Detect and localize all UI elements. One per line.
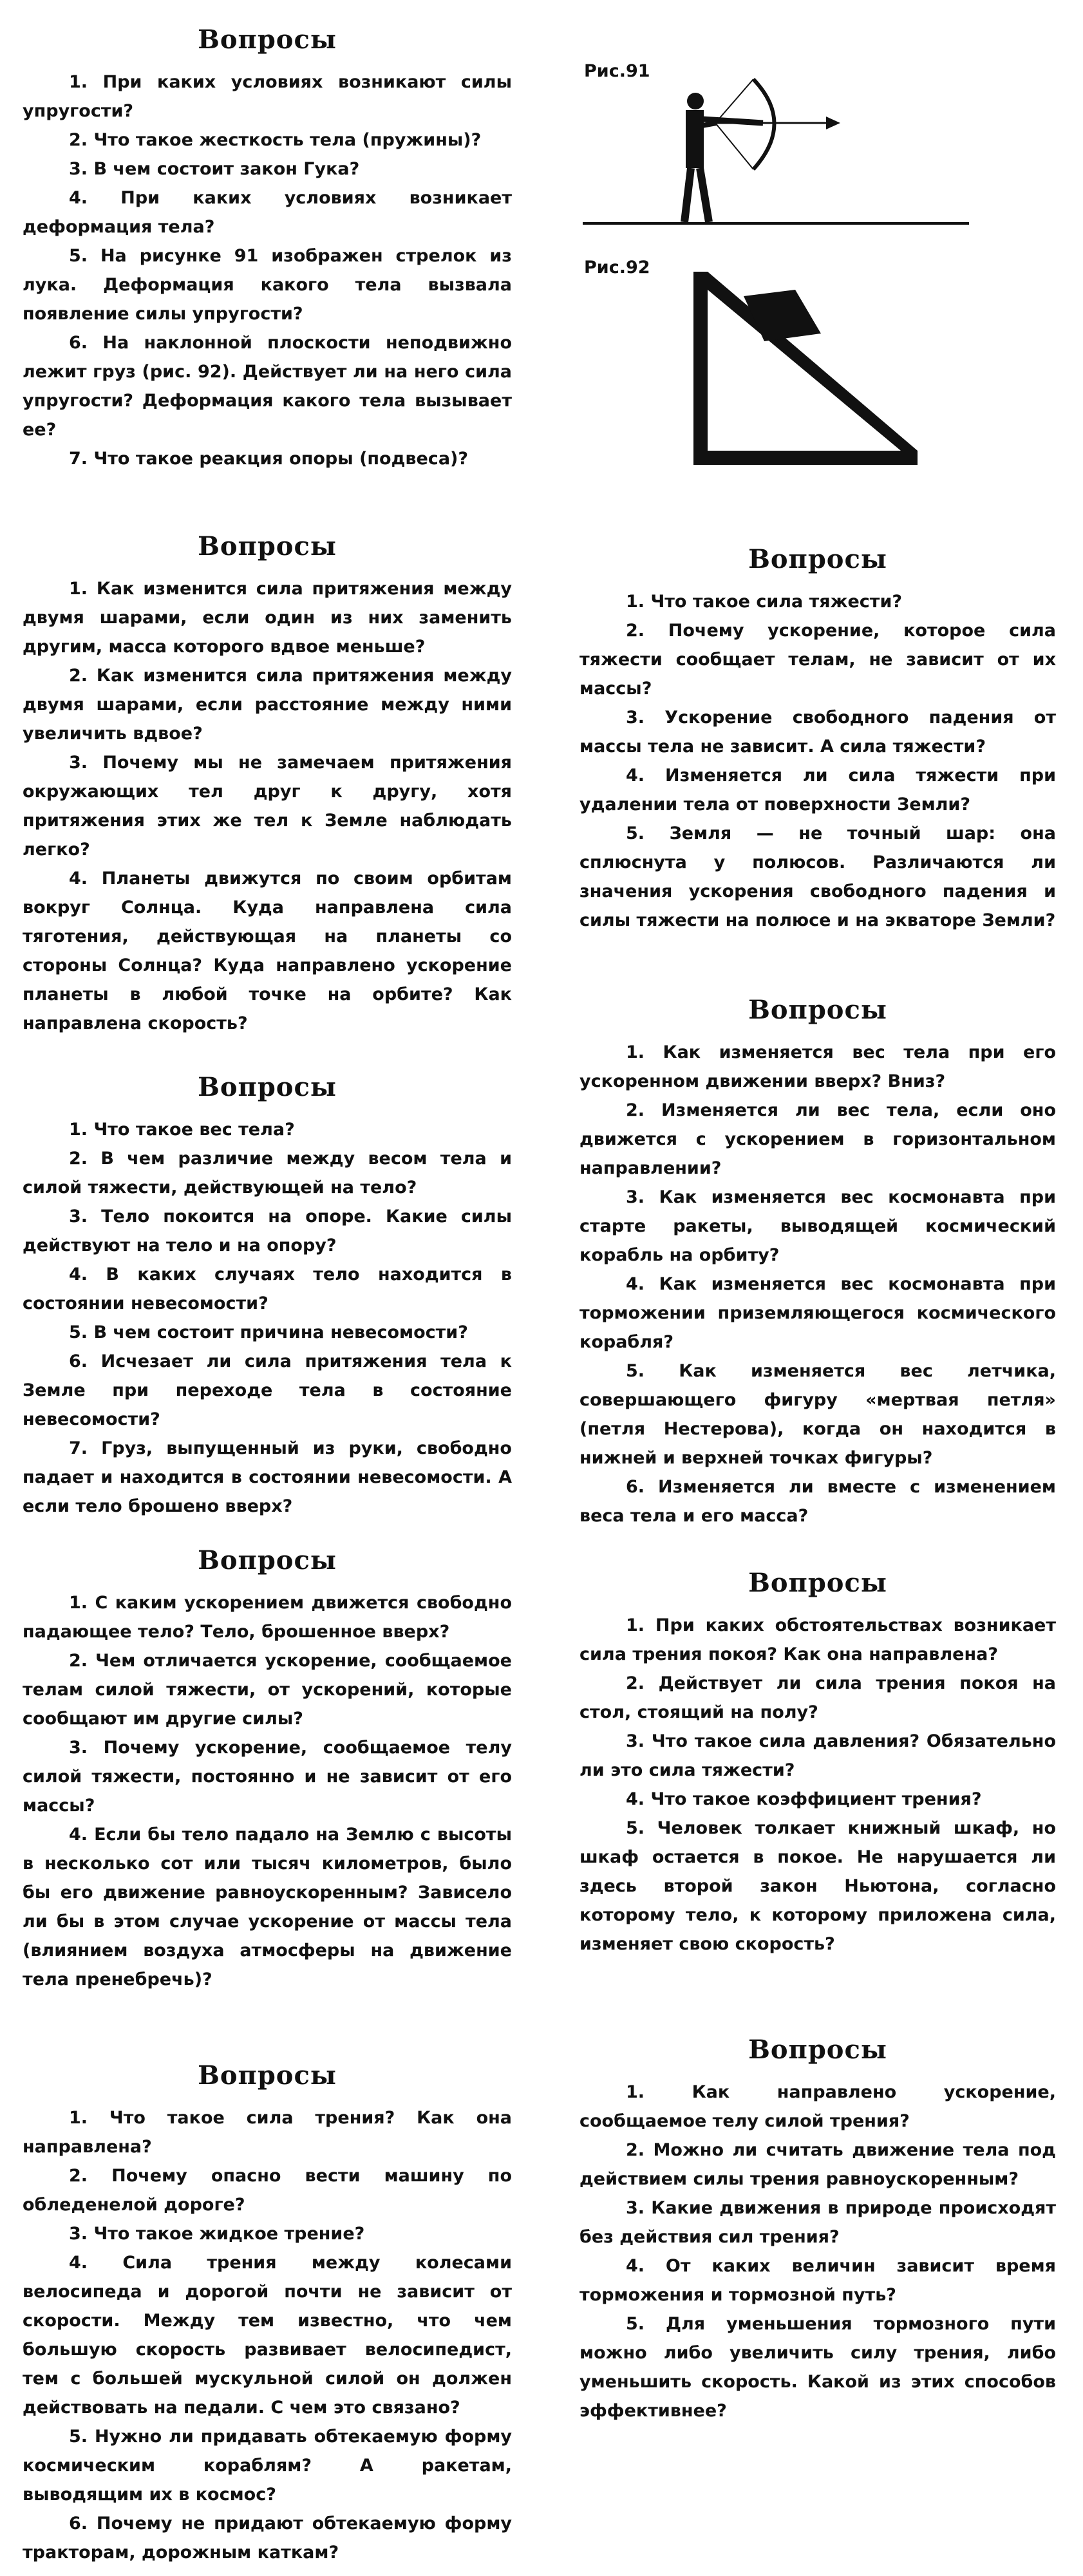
question-item: 6. Исчезает ли сила притяжения тела к Земле при переходе тела в состояние невесомости?	[23, 1351, 512, 1429]
question-item: 7. Груз, выпущенный из руки, свободно падает и находится в состоянии невесомости. А если тело брошено вверх?	[23, 1438, 512, 1516]
questions-block-static-friction	[579, 1568, 1056, 1959]
question-item: 6. На наклонной плоскости неподвижно лежит груз (рис. 92). Действует ли на него сила упругости? Деформация какого тела вызывает ее?	[23, 333, 512, 440]
questions-block-friction-acceleration	[579, 2035, 1056, 2425]
question-item: 1. При каких обстоятельствах возникает сила трения покоя? Как она направлена?	[579, 1615, 1056, 1664]
question-item: 1. Как направлено ускорение, сообщаемое телу силой трения?	[579, 2082, 1056, 2131]
block-heading: Вопросы	[198, 24, 337, 55]
question-item: 1. Как изменится сила притяжения между двумя шарами, если один из них заменить другим, масса которого вдвое меньше?	[23, 579, 512, 657]
question-item: 4. Что такое коэффициент трения?	[626, 1789, 982, 1809]
question-item: 4. От каких величин зависит время торможения и тормозной путь?	[579, 2256, 1056, 2305]
question-item: 1. С каким ускорением движется свободно падающее тело? Тело, брошенное вверх?	[23, 1593, 512, 1642]
question-item: 6. Почему не придают обтекаемую форму тракторам, дорожным каткам?	[23, 2514, 512, 2562]
question-item: 3. Ускорение свободного падения от массы тела не зависит. А сила тяжести?	[579, 708, 1056, 757]
question-item: 5. На рисунке 91 изображен стрелок из лука. Деформация какого тела вызвала появление силы упругости?	[23, 246, 512, 324]
questions-block-friction	[23, 2060, 512, 2567]
question-item: 2. Почему опасно вести машину по обледенелой дороге?	[23, 2166, 512, 2215]
question-item: 2. Как изменится сила притяжения между двумя шарами, если расстояние между ними увеличить вдвое?	[23, 666, 512, 744]
question-item: 4. Если бы тело падало на Землю с высоты в несколько сот или тысяч километров, было бы его движение равноускоренным? Зависело ли бы в этом случае ускорение от массы тела (влиянием воздуха атмосферы на движение тела пренебречь)?	[23, 1825, 512, 1989]
question-item: 3. Почему мы не замечаем притяжения окружающих тел друг к другу, хотя притяжения этих же тел к Земле наблюдать легко?	[23, 753, 512, 860]
question-item: 1. Что такое сила трения? Как она направлена?	[23, 2108, 512, 2157]
question-item: 4. При каких условиях возникает деформация тела?	[23, 188, 512, 237]
block-heading: Вопросы	[198, 1072, 337, 1102]
question-item: 3. Что такое сила давления? Обязательно ли это сила тяжести?	[579, 1731, 1056, 1780]
question-item: 5. Для уменьшения тормозного пути можно либо увеличить силу трения, либо уменьшить скорость. Какой из этих способов эффективнее?	[579, 2314, 1056, 2421]
question-item: 2. В чем различие между весом тела и силой тяжести, действующей на тело?	[23, 1149, 512, 1198]
question-item: 5. Земля — не точный шар: она сплюснута у полюсов. Различаются ли значения ускорения свободного падения и силы тяжести на полюсе и на экваторе Земли?	[579, 823, 1056, 930]
figure-92	[583, 258, 1001, 476]
question-item: 4. Как изменяется вес космонавта при торможении приземляющегося космического корабля?	[579, 1274, 1056, 1352]
question-item: 1. Что такое сила тяжести?	[626, 592, 903, 612]
question-item: 4. Планеты движутся по своим орбитам вокруг Солнца. Куда направлена сила тяготения, действующая на планеты со стороны Солнца? Куда направлено ускорение планеты в любой точке на орбите? Как направлена скорость?	[23, 869, 512, 1033]
question-item: 3. Что такое жидкое трение?	[69, 2224, 365, 2244]
question-item: 2. Что такое жесткость тела (пружины)?	[69, 130, 482, 150]
question-item: 3. Тело покоится на опоре. Какие силы действуют на тело и на опору?	[23, 1207, 512, 1255]
block-heading: Вопросы	[198, 2060, 337, 2091]
question-item: 2. Действует ли сила трения покоя на стол, стоящий на полу?	[579, 1673, 1056, 1722]
question-item: 2. Почему ускорение, которое сила тяжести сообщает телам, не зависит от их массы?	[579, 621, 1056, 699]
inclined-plane-illustration	[583, 258, 1001, 476]
question-item: 5. Нужно ли придавать обтекаемую форму космическим кораблям? А ракетам, выводящим их в космос?	[23, 2427, 512, 2505]
block-heading: Вопросы	[748, 1568, 887, 1598]
question-item: 2. Изменяется ли вес тела, если оно движется с ускорением в горизонтальном направлении?	[579, 1100, 1056, 1178]
question-item: 4. Изменяется ли сила тяжести при удалении тела от поверхности Земли?	[579, 766, 1056, 814]
question-item: 2. Чем отличается ускорение, сообщаемое телам силой тяжести, от ускорений, которые сообщают им другие силы?	[23, 1651, 512, 1729]
questions-block-gravitation	[23, 531, 512, 1038]
question-item: 5. Как изменяется вес летчика, совершающего фигуру «мертвая петля» (петля Нестерова), когда он находится в нижней и верхней точках фигуры?	[579, 1361, 1056, 1468]
question-item: 1. Что такое вес тела?	[69, 1120, 295, 1140]
question-item: 5. Человек толкает книжный шкаф, но шкаф остается в покое. Не нарушается ли здесь второй закон Ньютона, согласно которому тело, к которому приложена сила, изменяет свою скорость?	[579, 1818, 1056, 1954]
questions-block-free-fall	[23, 1545, 512, 1994]
question-item: 7. Что такое реакция опоры (подвеса)?	[69, 449, 469, 469]
question-item: 4. Сила трения между колесами велосипеда и дорогой почти не зависит от скорости. Между тем известно, что чем большую скорость развивает велосипедист, тем с большей мускульной силой он должен действовать на педали. С чем это связано?	[23, 2253, 512, 2418]
archer-illustration	[583, 61, 1001, 235]
question-item: 6. Изменяется ли вместе с изменением веса тела и его масса?	[579, 1477, 1056, 1526]
question-item: 3. Как изменяется вес космонавта при старте ракеты, выводящей космический корабль на орбиту?	[579, 1187, 1056, 1265]
questions-block-elasticity	[23, 24, 512, 473]
block-heading: Вопросы	[748, 2035, 887, 2065]
questions-block-weight-acceleration	[579, 995, 1056, 1530]
question-item: 3. В чем состоит закон Гука?	[69, 159, 360, 179]
question-item: 1. Как изменяется вес тела при его ускоренном движении вверх? Вниз?	[579, 1042, 1056, 1091]
figure-91	[583, 61, 1001, 235]
block-heading: Вопросы	[198, 531, 337, 561]
block-heading: Вопросы	[198, 1545, 337, 1575]
block-heading: Вопросы	[748, 544, 887, 574]
question-item: 2. Можно ли считать движение тела под действием силы трения равноускоренным?	[579, 2140, 1056, 2189]
block-heading: Вопросы	[748, 995, 887, 1025]
figure-92-label: Рис.92	[584, 258, 650, 277]
question-item: 4. В каких случаях тело находится в состоянии невесомости?	[23, 1264, 512, 1313]
questions-block-gravity-force	[579, 544, 1056, 935]
question-item: 3. Какие движения в природе происходят без действия сил трения?	[579, 2198, 1056, 2247]
question-item: 1. При каких условиях возникают силы упругости?	[23, 72, 512, 121]
question-item: 5. В чем состоит причина невесомости?	[69, 1322, 468, 1342]
figure-91-label: Рис.91	[584, 61, 650, 81]
questions-block-weight	[23, 1072, 512, 1521]
question-item: 3. Почему ускорение, сообщаемое телу силой тяжести, постоянно и не зависит от его массы?	[23, 1738, 512, 1816]
